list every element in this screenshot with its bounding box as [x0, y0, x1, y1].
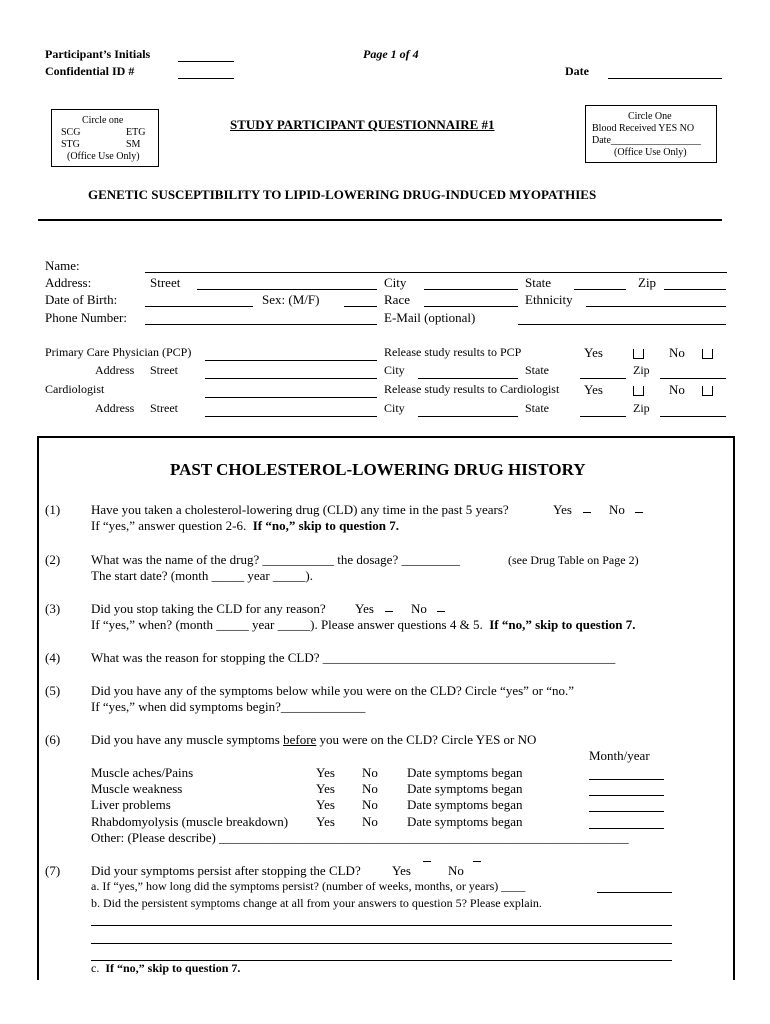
- q7-b: b. Did the persistent symptoms change at all from your answers to question 5? Please explain.: [91, 896, 542, 910]
- symptom-yes[interactable]: Yes: [316, 797, 335, 812]
- symptom-date-label: Date symptoms began: [407, 781, 523, 796]
- q2-start-date: The start date? (month _____ year _____).: [91, 568, 314, 583]
- pcp-label: Primary Care Physician (PCP): [45, 345, 192, 359]
- cardiologist-field[interactable]: [205, 397, 377, 398]
- pcp-city-field[interactable]: [418, 378, 518, 379]
- q6-month-year-header: Month/year: [589, 748, 650, 763]
- symptom-date-label: Date symptoms began: [407, 814, 523, 829]
- release-pcp-yes-checkbox[interactable]: [633, 349, 644, 359]
- confidential-id-field[interactable]: [178, 78, 234, 79]
- q3-no-label: No: [411, 601, 427, 616]
- q3-no-blank[interactable]: [437, 611, 445, 612]
- q4-text: What was the reason for stopping the CLD? _____________________________________________: [91, 650, 616, 665]
- name-field[interactable]: [145, 272, 727, 273]
- release-card-label: Release study results to Cardiologist: [384, 382, 560, 396]
- release-pcp-label: Release study results to PCP: [384, 345, 522, 359]
- release-pcp-no-label: No: [669, 345, 685, 360]
- zip-field[interactable]: [664, 289, 726, 290]
- sex-label: Sex: (M/F): [262, 292, 320, 307]
- card-state-label: State: [525, 401, 549, 415]
- symptom-no[interactable]: No: [362, 814, 378, 829]
- q7-b-line-2[interactable]: [91, 943, 672, 944]
- release-card-no-label: No: [669, 382, 685, 397]
- drug-history-title: PAST CHOLESTEROL-LOWERING DRUG HISTORY: [170, 460, 586, 479]
- sm-option[interactable]: SM: [126, 139, 141, 150]
- office-use-note-right: (Office Use Only): [614, 147, 687, 158]
- release-pcp-yes-label: Yes: [584, 345, 603, 360]
- card-zip-field[interactable]: [660, 416, 726, 417]
- initials-label: Participant’s Initials: [45, 47, 151, 61]
- symptom-label: Muscle aches/Pains: [91, 765, 194, 780]
- q7-no-blank[interactable]: [473, 861, 481, 862]
- email-label: E-Mail (optional): [384, 310, 476, 325]
- card-street-field[interactable]: [205, 416, 377, 417]
- q7-yes-label: Yes: [392, 863, 411, 878]
- email-field[interactable]: [518, 324, 726, 325]
- blood-date-field[interactable]: Date__________________: [592, 135, 701, 146]
- card-city-field[interactable]: [418, 416, 518, 417]
- phone-field[interactable]: [145, 324, 377, 325]
- phone-label: Phone Number:: [45, 310, 127, 325]
- sex-field[interactable]: [344, 306, 377, 307]
- pcp-zip-field[interactable]: [660, 378, 726, 379]
- q6-text: Did you have any muscle symptoms before you were on the CLD? Circle YES or NO: [91, 732, 537, 747]
- release-card-yes-checkbox[interactable]: [633, 386, 644, 396]
- card-state-field[interactable]: [580, 416, 626, 417]
- initials-field[interactable]: [178, 61, 234, 62]
- scg-option[interactable]: SCG: [61, 127, 81, 138]
- pcp-street-field[interactable]: [205, 378, 377, 379]
- release-card-yes-label: Yes: [584, 382, 603, 397]
- symptom-label: Muscle weakness: [91, 781, 183, 796]
- q7-a: a. If “yes,” how long did the symptoms persist? (number of weeks, months, or years) ____: [91, 879, 526, 893]
- release-card-no-checkbox[interactable]: [702, 386, 713, 396]
- race-field[interactable]: [424, 306, 518, 307]
- zip-label: Zip: [638, 275, 657, 290]
- q1-text: Have you taken a cholesterol-lowering drug (CLD) any time in the past 5 years?: [91, 502, 509, 517]
- symptom-label: Rhabdomyolysis (muscle breakdown): [91, 814, 289, 829]
- name-label: Name:: [45, 258, 80, 273]
- q7-a-field[interactable]: [597, 892, 672, 893]
- card-address-label: Address: [95, 401, 135, 415]
- symptom-yes[interactable]: Yes: [316, 781, 335, 796]
- card-city-label: City: [384, 401, 405, 415]
- q7-number: (7): [45, 863, 61, 878]
- pcp-state-label: State: [525, 363, 549, 377]
- date-label: Date: [565, 64, 589, 78]
- q7-c: c. If “no,” skip to question 7.: [91, 961, 241, 975]
- office-use-note: (Office Use Only): [67, 151, 140, 162]
- q6-number: (6): [45, 732, 61, 747]
- q1-no-blank[interactable]: [635, 512, 643, 513]
- circle-one-label-right: Circle One: [628, 111, 672, 122]
- release-pcp-no-checkbox[interactable]: [702, 349, 713, 359]
- city-label: City: [384, 275, 407, 290]
- symptom-no[interactable]: No: [362, 781, 378, 796]
- q7-no-label: No: [448, 863, 464, 878]
- q7-b-line-1[interactable]: [91, 925, 672, 926]
- dob-label: Date of Birth:: [45, 292, 118, 307]
- pcp-field[interactable]: [205, 360, 377, 361]
- state-label: State: [525, 275, 551, 290]
- q3-yes-blank[interactable]: [385, 611, 393, 612]
- confidential-id-label: Confidential ID #: [45, 64, 135, 78]
- symptom-yes[interactable]: Yes: [316, 814, 335, 829]
- card-zip-label: Zip: [633, 401, 650, 415]
- city-field[interactable]: [424, 289, 518, 290]
- symptom-date-field[interactable]: [589, 828, 664, 829]
- symptom-yes[interactable]: Yes: [316, 765, 335, 780]
- dob-field[interactable]: [145, 306, 253, 307]
- q1-number: (1): [45, 502, 61, 517]
- symptom-date-field[interactable]: [589, 779, 664, 780]
- symptom-no[interactable]: No: [362, 797, 378, 812]
- q1-no-label: No: [609, 502, 625, 517]
- address-label: Address:: [45, 275, 92, 290]
- q3-number: (3): [45, 601, 61, 616]
- symptom-date-field[interactable]: [589, 811, 664, 812]
- pcp-city-label: City: [384, 363, 405, 377]
- office-use-box-right: [585, 105, 717, 163]
- state-field[interactable]: [574, 289, 626, 290]
- ethnicity-label: Ethnicity: [525, 292, 573, 307]
- symptom-no[interactable]: No: [362, 765, 378, 780]
- questionnaire-title: STUDY PARTICIPANT QUESTIONNAIRE #1: [230, 117, 495, 132]
- title-divider: [38, 219, 722, 221]
- card-street-label: Street: [150, 401, 178, 415]
- q1-yes-label: Yes: [553, 502, 572, 517]
- q2-number: (2): [45, 552, 61, 567]
- date-field[interactable]: [608, 78, 722, 79]
- q5-number: (5): [45, 683, 61, 698]
- cardiologist-label: Cardiologist: [45, 382, 105, 396]
- q7-text: Did your symptoms persist after stopping the CLD?: [91, 863, 361, 878]
- q2-text: What was the name of the drug? ___________ the dosage? _________: [91, 552, 460, 567]
- q5-text: Did you have any of the symptoms below while you were on the CLD? Circle “yes” or “no.”: [91, 683, 575, 698]
- race-label: Race: [384, 292, 410, 307]
- office-use-box-left: [51, 109, 159, 167]
- blood-received-options[interactable]: Blood Received YES NO: [592, 123, 695, 134]
- street-field[interactable]: [197, 289, 377, 290]
- q3-instruction: If “yes,” when? (month _____ year _____). Please answer questions 4 & 5. If “no,” skip to question 7.: [91, 617, 636, 632]
- q3-yes-label: Yes: [355, 601, 374, 616]
- symptom-date-label: Date symptoms began: [407, 765, 523, 780]
- street-label: Street: [150, 275, 181, 290]
- q2-note: (see Drug Table on Page 2): [508, 553, 639, 567]
- pcp-street-label: Street: [150, 363, 178, 377]
- q6-other: Other: (Please describe) _______________________________________________________________: [91, 830, 629, 845]
- etg-option[interactable]: ETG: [126, 127, 146, 138]
- ethnicity-field[interactable]: [586, 306, 726, 307]
- pcp-zip-label: Zip: [633, 363, 650, 377]
- stg-option[interactable]: STG: [61, 139, 80, 150]
- q7-yes-blank[interactable]: [423, 861, 431, 862]
- symptom-date-field[interactable]: [589, 795, 664, 796]
- circle-one-label: Circle one: [82, 115, 124, 126]
- q4-number: (4): [45, 650, 61, 665]
- q1-instruction: If “yes,” answer question 2-6. If “no,” skip to question 7.: [91, 518, 400, 533]
- study-title: GENETIC SUSCEPTIBILITY TO LIPID-LOWERING DRUG-INDUCED MYOPATHIES: [88, 187, 597, 202]
- symptom-label: Liver problems: [91, 797, 171, 812]
- symptom-date-label: Date symptoms began: [407, 797, 523, 812]
- q5-when: If “yes,” when did symptoms begin?_____________: [91, 699, 366, 714]
- page-number: Page 1 of 4: [363, 47, 419, 61]
- q1-yes-blank[interactable]: [583, 512, 591, 513]
- q3-text: Did you stop taking the CLD for any reason?: [91, 601, 326, 616]
- pcp-address-label: Address: [95, 363, 135, 377]
- pcp-state-field[interactable]: [580, 378, 626, 379]
